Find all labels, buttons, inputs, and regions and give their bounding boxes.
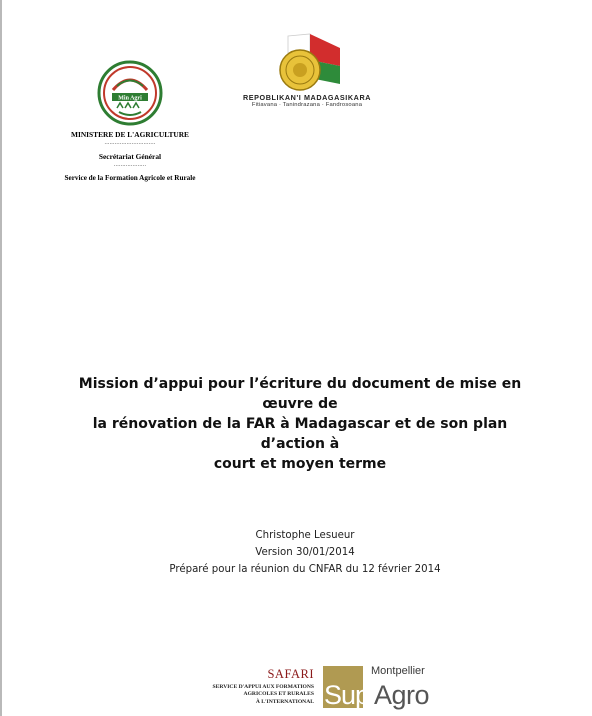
safari-logo [198, 667, 314, 706]
safari-name: SAFARI [267, 667, 314, 681]
separator-dots: ................... [113, 161, 147, 168]
document-title [60, 374, 540, 474]
page-edge [0, 0, 2, 716]
title-line: court et moyen terme [213, 456, 387, 472]
author-name: Christophe Lesueur [255, 530, 355, 541]
ministry-logo [97, 60, 163, 126]
republic-name: REPOBLIKAN'I MADAGASIKARA [242, 93, 372, 102]
title-line: Mission d’appui pour l’écriture du document de mise en œuvre de [78, 376, 522, 412]
republic-motto: Fitiavana · Tanindrazana · Fandrosoana [251, 102, 363, 108]
version-label: Version 30/01/2014 [255, 547, 355, 558]
title-line: la rénovation de la FAR à Madagascar et de son plan d’action à [92, 416, 508, 452]
supagro-montpellier: Montpellier [371, 665, 425, 677]
svg-text:Min Agri: Min Agri [118, 95, 142, 102]
prepared-for-label: Préparé pour la réunion du CNFAR du 12 février 2014 [169, 564, 441, 575]
supagro-sup: Sup [324, 680, 370, 710]
separator-dots: .............................. [104, 139, 156, 146]
safari-description: SERVICE D'APPUI AUX FORMATIONS AGRICOLES ET RURALES À L'INTERNATIONAL [212, 684, 314, 705]
service-label: Service de la Formation Agricole et Rurale [64, 174, 196, 183]
ministry-header [40, 60, 220, 184]
supagro-agro: Agro [374, 680, 430, 710]
republic-emblem [270, 30, 370, 96]
author-block [120, 527, 490, 578]
supagro-logo [322, 660, 442, 716]
secretariat-label: Secrétariat Général [98, 152, 162, 162]
republic-header [242, 30, 372, 108]
ministry-name: MINISTERE DE L'AGRICULTURE [70, 130, 189, 139]
